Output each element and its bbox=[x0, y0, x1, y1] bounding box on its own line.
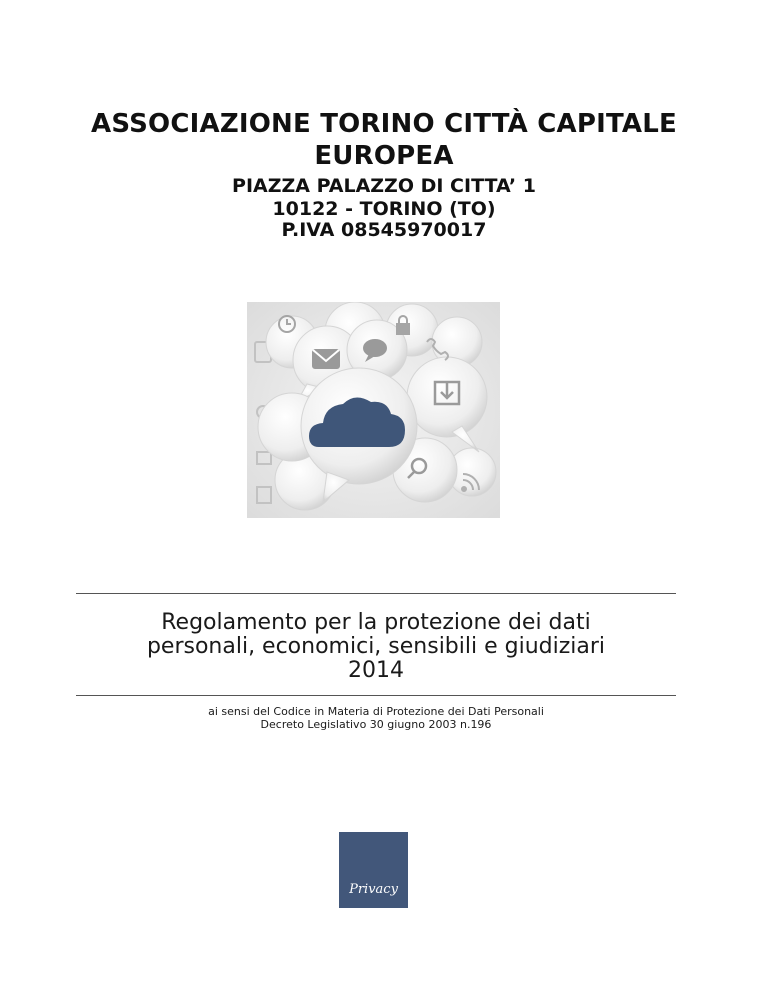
document-title-line2: personali, economici, sensibili e giudiziari bbox=[146, 634, 606, 659]
document-year: 2014 bbox=[348, 658, 404, 683]
bottom-divider bbox=[76, 695, 676, 696]
privacy-badge bbox=[339, 832, 408, 908]
privacy-badge-label: Privacy bbox=[349, 881, 398, 897]
legal-reference bbox=[76, 705, 676, 731]
organization-name bbox=[60, 108, 708, 172]
top-divider bbox=[76, 593, 676, 594]
organization-name-line1: ASSOCIAZIONE TORINO CITTÀ CAPITALE bbox=[91, 109, 677, 139]
organization-name-line2: EUROPEA bbox=[314, 141, 454, 171]
mail-icon bbox=[313, 350, 339, 368]
cloud-communication-illustration bbox=[247, 302, 500, 518]
document-title-line1: Regolamento per la protezione dei dati bbox=[161, 610, 591, 635]
legal-reference-line1: ai sensi del Codice in Materia di Protezione dei Dati Personali bbox=[208, 705, 544, 718]
document-title bbox=[76, 611, 676, 683]
legal-reference-line2: Decreto Legislativo 30 giugno 2003 n.196 bbox=[260, 718, 492, 731]
vat-number: P.IVA 08545970017 bbox=[281, 219, 487, 241]
address-city: 10122 - TORINO (TO) bbox=[272, 198, 496, 220]
address-street: PIAZZA PALAZZO DI CITTA’ 1 bbox=[232, 175, 536, 197]
